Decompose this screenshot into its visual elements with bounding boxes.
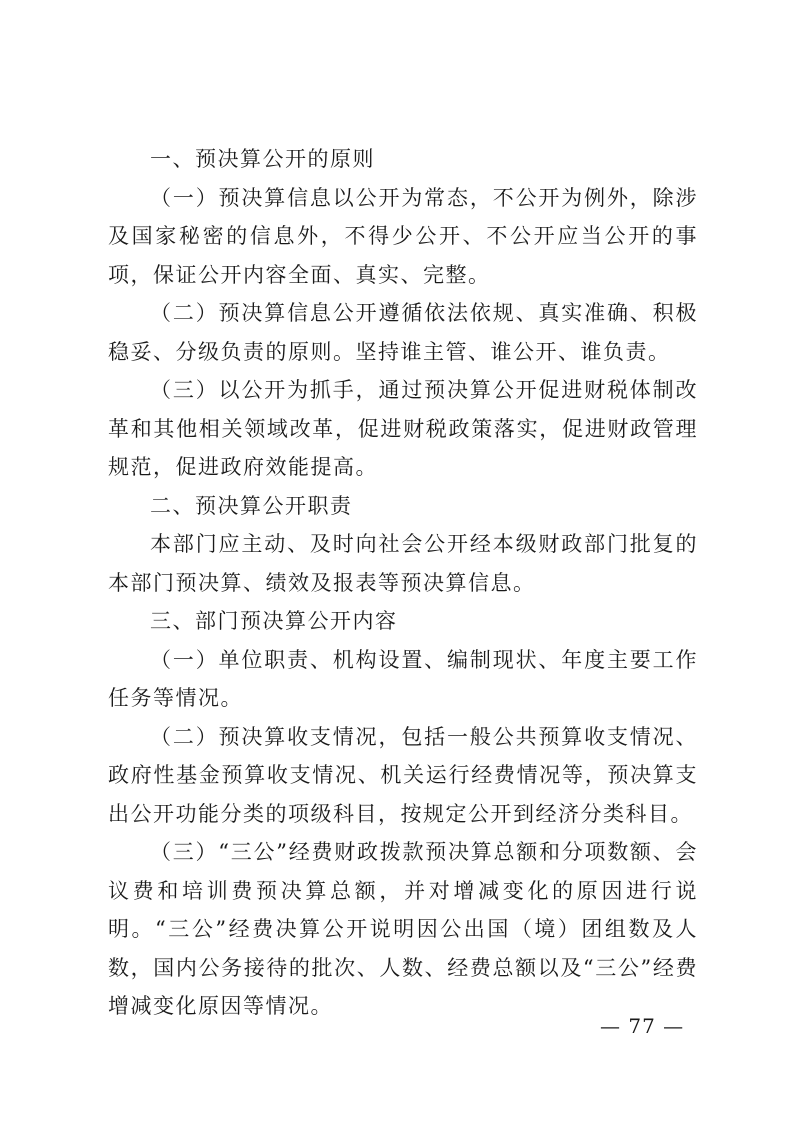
content-paragraph-3: （三）“三公”经费财政拨款预决算总额和分项数额、会议费和培训费预决算总额，并对增减变化的原因进行说明。“三公”经费决算公开说明因公出国（境）团组数及人数，国内公务接待的批次、人数、经费总额以及“三公”经费增减变化原因等情况。 (108, 840, 698, 1018)
section-heading-principles: 一、预决算公开的原则 (150, 147, 375, 171)
document-body (108, 140, 698, 1026)
responsibility-paragraph: 本部门应主动、及时向社会公开经本级财政部门批复的本部门预决算、绩效及报表等预决算信息。 (108, 532, 698, 595)
content-paragraph-1: （一）单位职责、机构设置、编制现状、年度主要工作任务等情况。 (108, 647, 698, 710)
principle-paragraph-3: （三）以公开为抓手，通过预决算公开促进财税体制改革和其他相关领域改革，促进财税政策落实，促进财政管理规范，促进政府效能提高。 (108, 378, 698, 479)
principle-paragraph-1: （一）预决算信息以公开为常态，不公开为例外，除涉及国家秘密的信息外，不得少公开、不公开应当公开的事项，保证公开内容全面、真实、完整。 (108, 185, 698, 287)
section-heading-responsibilities: 二、预决算公开职责 (150, 493, 353, 518)
content-paragraph-2: （二）预决算收支情况，包括一般公共预算收支情况、政府性基金预算收支情况、机关运行经费情况等，预决算支出公开功能分类的项级科目，按规定公开到经济分类科目。 (108, 724, 698, 826)
page-number: — 77 — (600, 1014, 685, 1038)
section-heading-content: 三、部门预决算公开内容 (150, 609, 398, 633)
principle-paragraph-2: （二）预决算信息公开遵循依法依规、真实准确、积极稳妥、分级负责的原则。坚持谁主管、谁公开、谁负责。 (108, 301, 698, 364)
